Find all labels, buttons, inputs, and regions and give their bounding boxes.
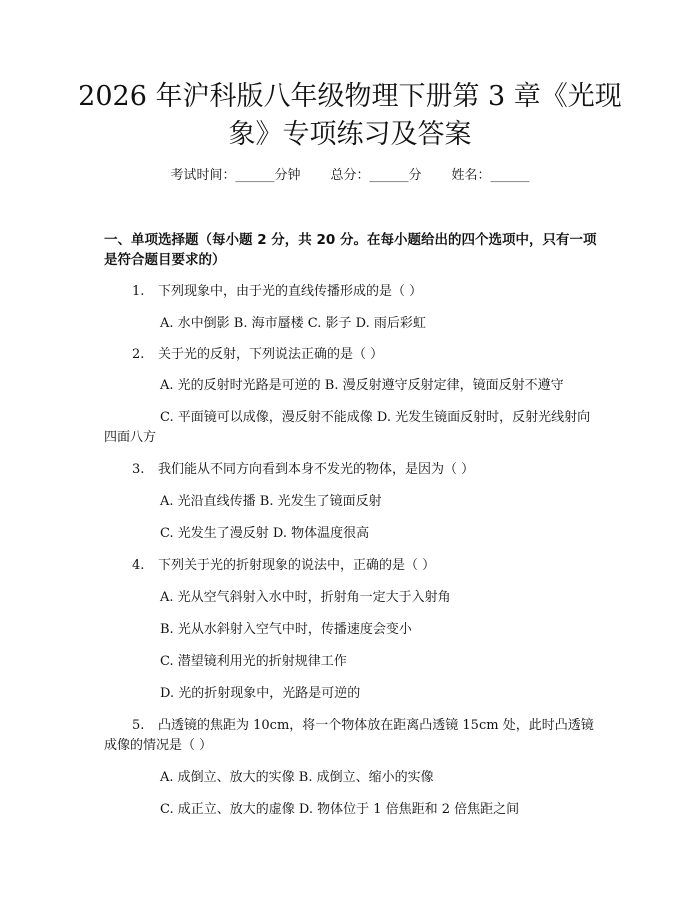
question-4-option-d: D. 光的折射现象中，光路是可逆的 <box>160 686 361 701</box>
question-1-text: 下列现象中，由于光的直线传播形成的是（ ） <box>158 284 423 299</box>
question-4-text: 下列关于光的折射现象的说法中，正确的是（ ） <box>158 558 436 573</box>
total-score-field: 总分：______分 <box>330 168 422 183</box>
question-2-number: 2. <box>132 347 145 362</box>
name-field: 姓名：______ <box>451 168 530 183</box>
exam-time-field: 考试时间：______分钟 <box>170 168 301 183</box>
question-2-text: 关于光的反射，下列说法正确的是（ ） <box>158 347 384 362</box>
question-4-stem <box>132 556 612 576</box>
exam-info-line <box>0 166 700 186</box>
question-1-number: 1. <box>132 284 145 299</box>
question-3-text: 我们能从不同方向看到本身不发光的物体，是因为（ ） <box>158 462 475 477</box>
question-5-text: 凸透镜的焦距为 10cm，将一个物体放在距离凸透镜 15cm 处，此时凸透镜成像的情况是（ ） <box>104 718 594 753</box>
question-4-option-c: C. 潜望镜利用光的折射规律工作 <box>160 654 347 669</box>
title-line-2: 象》专项练习及答案 <box>228 119 472 150</box>
question-1-stem <box>132 282 612 302</box>
question-5-stem <box>104 716 600 756</box>
question-2-options-cd: C. 平面镜可以成像，漫反射不能成像 D. 光发生镜面反射时，反射光线射向四面八方 <box>104 410 591 445</box>
question-1-options: A. 水中倒影 B. 海市蜃楼 C. 影子 D. 雨后彩虹 <box>160 316 426 331</box>
question-2-stem <box>132 345 612 365</box>
question-3-stem <box>132 460 612 480</box>
section-header-single-choice: 一、单项选择题（每小题 2 分，共 20 分。在每小题给出的四个选项中，只有一项是符合题目要求的） <box>104 232 597 268</box>
document-title <box>60 78 640 154</box>
question-3-options-ab: A. 光沿直线传播 B. 光发生了镜面反射 <box>160 494 382 509</box>
question-4-number: 4. <box>132 558 145 573</box>
question-3-number: 3. <box>132 462 145 477</box>
question-2-options-ab: A. 光的反射时光路是可逆的 B. 漫反射遵守反射定律，镜面反射不遵守 <box>160 378 564 393</box>
question-5-options-ab: A. 成倒立、放大的实像 B. 成倒立、缩小的实像 <box>160 770 434 785</box>
question-3-options-cd: C. 光发生了漫反射 D. 物体温度很高 <box>160 526 370 541</box>
title-line-1: 2026 年沪科版八年级物理下册第 3 章《光现 <box>78 81 622 112</box>
question-4-option-b: B. 光从水斜射入空气中时，传播速度会变小 <box>160 622 412 637</box>
question-4-option-a: A. 光从空气斜射入水中时，折射角一定大于入射角 <box>160 590 451 605</box>
question-5-options-cd: C. 成正立、放大的虚像 D. 物体位于 1 倍焦距和 2 倍焦距之间 <box>160 802 520 817</box>
question-5-number: 5. <box>132 718 145 733</box>
